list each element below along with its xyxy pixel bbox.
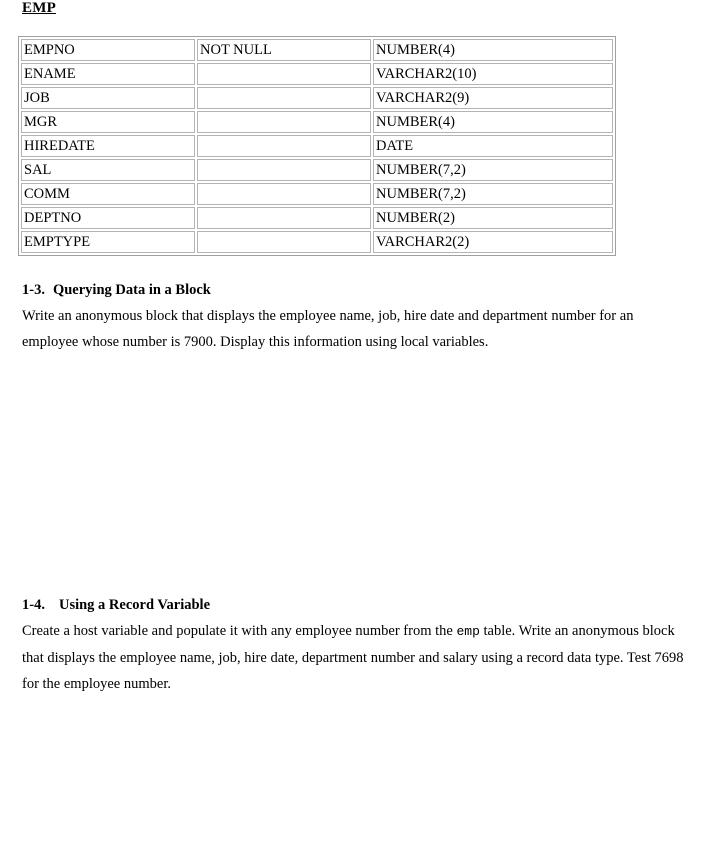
column-name-cell: HIREDATE <box>21 135 195 157</box>
exercise-body-text: Create a host variable and populate it with any employee number from the <box>22 623 457 639</box>
table-row <box>21 183 613 205</box>
exercise-heading <box>22 592 692 618</box>
datatype-cell: NUMBER(7,2) <box>373 159 613 181</box>
exercise-body <box>22 618 692 697</box>
constraint-cell <box>197 159 371 181</box>
exercise-title: Using a Record Variable <box>58 597 211 613</box>
exercise-number: 1-4. <box>22 597 45 613</box>
table-title: EMP <box>22 0 56 16</box>
table-row <box>21 207 613 229</box>
exercise-body: Write an anonymous block that displays the employee name, job, hire date and department number for an employee whose number is 7900. Display this information using local variables. <box>22 308 634 350</box>
datatype-cell: NUMBER(4) <box>373 111 613 133</box>
table-name-code: emp <box>456 624 480 639</box>
exercise-number: 1-3. <box>22 282 45 298</box>
datatype-cell: DATE <box>373 135 613 157</box>
datatype-cell: NUMBER(7,2) <box>373 183 613 205</box>
table-row <box>21 39 613 61</box>
column-name-cell: EMPNO <box>21 39 195 61</box>
constraint-cell: NOT NULL <box>197 39 371 61</box>
table-row <box>21 111 613 133</box>
table-row <box>21 231 613 253</box>
datatype-cell: VARCHAR2(2) <box>373 231 613 253</box>
exercise-1-3 <box>22 277 692 355</box>
column-name-cell: JOB <box>21 87 195 109</box>
datatype-cell: VARCHAR2(9) <box>373 87 613 109</box>
column-name-cell: COMM <box>21 183 195 205</box>
constraint-cell <box>197 207 371 229</box>
table-row <box>21 159 613 181</box>
constraint-cell <box>197 135 371 157</box>
constraint-cell <box>197 63 371 85</box>
emp-schema-table <box>18 36 616 256</box>
column-name-cell: MGR <box>21 111 195 133</box>
constraint-cell <box>197 87 371 109</box>
table-row <box>21 135 613 157</box>
exercise-1-4 <box>22 592 692 697</box>
column-name-cell: DEPTNO <box>21 207 195 229</box>
exercise-heading <box>22 277 692 303</box>
table-row <box>21 63 613 85</box>
exercise-body-text: table. Write an anonymous block that displays the employee name, job, hire date, department number and salary using a record data type. Test 7698 for the employee number. <box>22 623 684 692</box>
exercise-title: Querying Data in a Block <box>52 282 211 298</box>
datatype-cell: NUMBER(2) <box>373 207 613 229</box>
column-name-cell: EMPTYPE <box>21 231 195 253</box>
constraint-cell <box>197 231 371 253</box>
column-name-cell: SAL <box>21 159 195 181</box>
constraint-cell <box>197 111 371 133</box>
datatype-cell: NUMBER(4) <box>373 39 613 61</box>
column-name-cell: ENAME <box>21 63 195 85</box>
constraint-cell <box>197 183 371 205</box>
table-row <box>21 87 613 109</box>
datatype-cell: VARCHAR2(10) <box>373 63 613 85</box>
